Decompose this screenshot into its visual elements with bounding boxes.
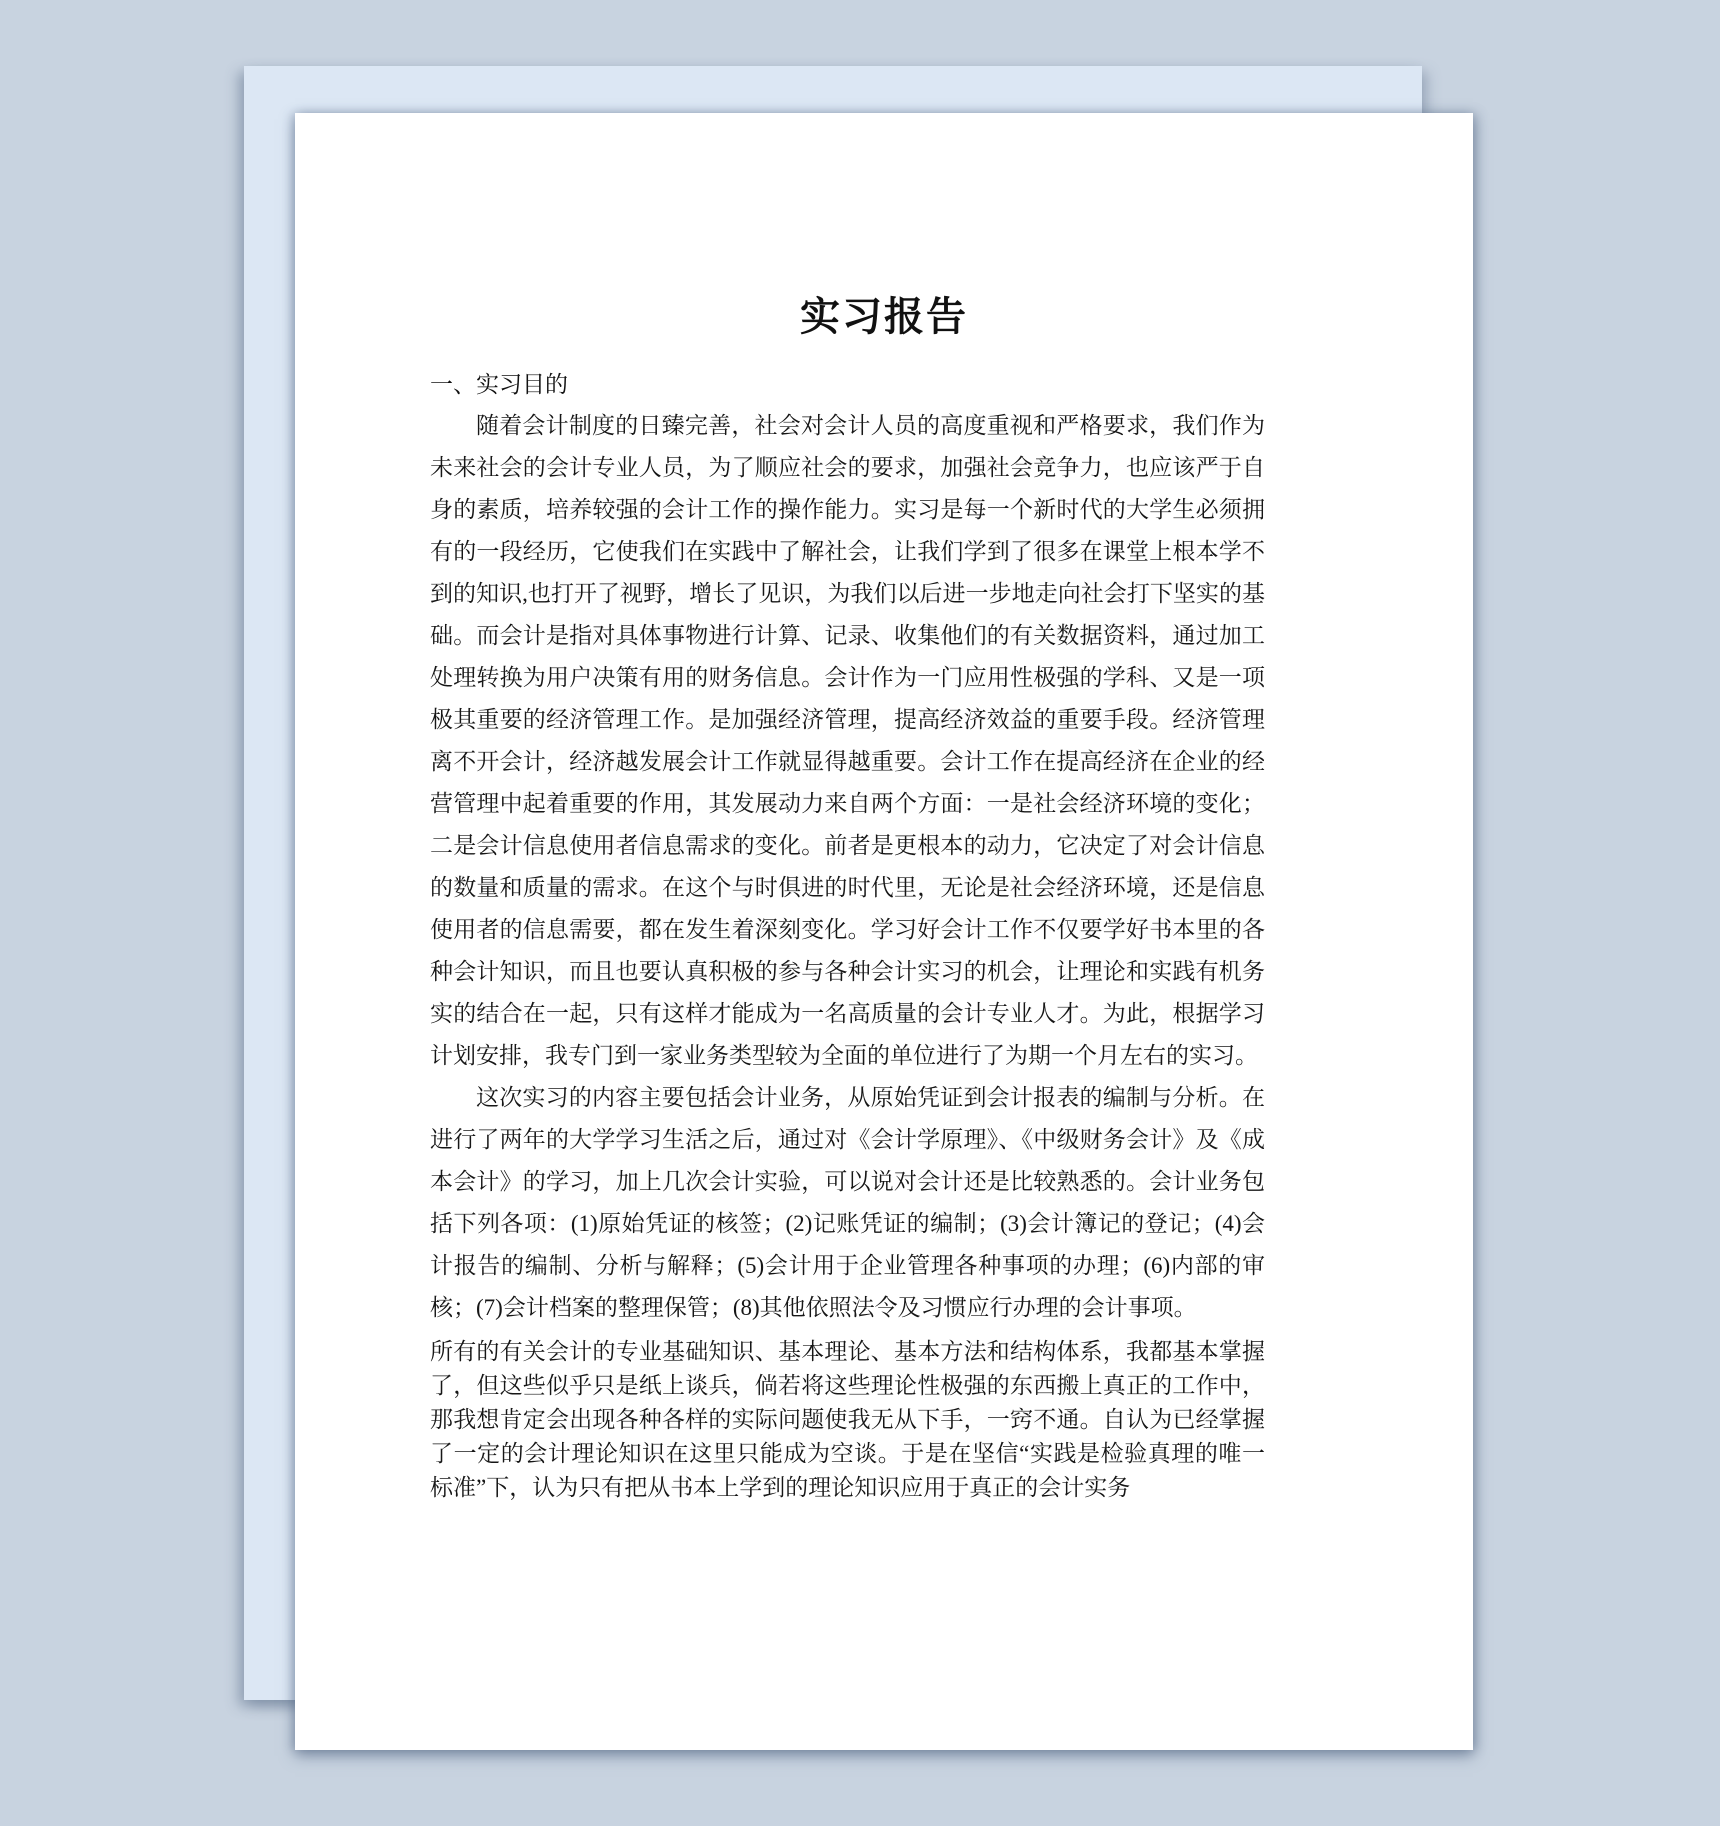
paragraph-internship-content: 这次实习的内容主要包括会计业务，从原始凭证到会计报表的编制与分析。在进行了两年的大学学习生活之后，通过对《会计学原理》、《中级财务会计》及《成本会计》的学习，加上几次会计实验，可以说对会计还是比较熟悉的。会计业务包括下列各项：(1)原始凭证的核签；(2)记账凭证的编制；(3)会计簿记的登记；(4)会计报告的编制、分析与解释；(5)会计用于企业管理各种事项的办理；(6)内部的审核；(7)会计档案的整理保管；(8)其他依照法令及习惯应行办理的会计事项。 bbox=[430, 1085, 1265, 1320]
document-page bbox=[295, 113, 1473, 1750]
paragraph-theory-vs-practice: 所有的有关会计的专业基础知识、基本理论、基本方法和结构体系，我都基本掌握了，但这些似乎只是纸上谈兵，倘若将这些理论性极强的东西搬上真正的工作中，那我想肯定会出现各种各样的实际问题使我无从下手，一窍不通。自认为已经掌握了一定的会计理论知识在这里只能成为空谈。于是在坚信“实践是检验真理的唯一标准”下，认为只有把从书本上学到的理论知识应用于真正的会计实务 bbox=[430, 1339, 1265, 1500]
document-body bbox=[430, 370, 1265, 1505]
paragraph-internship-purpose: 随着会计制度的日臻完善，社会对会计人员的高度重视和严格要求，我们作为未来社会的会计专业人员，为了顺应社会的要求，加强社会竞争力，也应该严于自身的素质，培养较强的会计工作的操作能力。实习是每一个新时代的大学生必须拥有的一段经历，它使我们在实践中了解社会，让我们学到了很多在课堂上根本学不到的知识,也打开了视野，增长了见识，为我们以后进一步地走向社会打下坚实的基础。而会计是指对具体事物进行计算、记录、收集他们的有关数据资料，通过加工处理转换为用户决策有用的财务信息。会计作为一门应用性极强的学科、又是一项极其重要的经济管理工作。是加强经济管理，提高经济效益的重要手段。经济管理离不开会计，经济越发展会计工作就显得越重要。会计工作在提高经济在企业的经营管理中起着重要的作用，其发展动力来自两个方面：一是社会经济环境的变化；二是会计信息使用者信息需求的变化。前者是更根本的动力，它决定了对会计信息的数量和质量的需求。在这个与时俱进的时代里，无论是社会经济环境，还是信息使用者的信息需要，都在发生着深刻变化。学习好会计工作不仅要学好书本里的各种会计知识，而且也要认真积极的参与各种会计实习的机会，让理论和实践有机务实的结合在一起，只有这样才能成为一名高质量的会计专业人才。为此，根据学习计划安排，我专门到一家业务类型较为全面的单位进行了为期一个月左右的实习。 bbox=[430, 413, 1265, 1068]
section-heading: 一、实习目的 bbox=[430, 372, 568, 397]
document-title: 实习报告 bbox=[800, 294, 968, 339]
